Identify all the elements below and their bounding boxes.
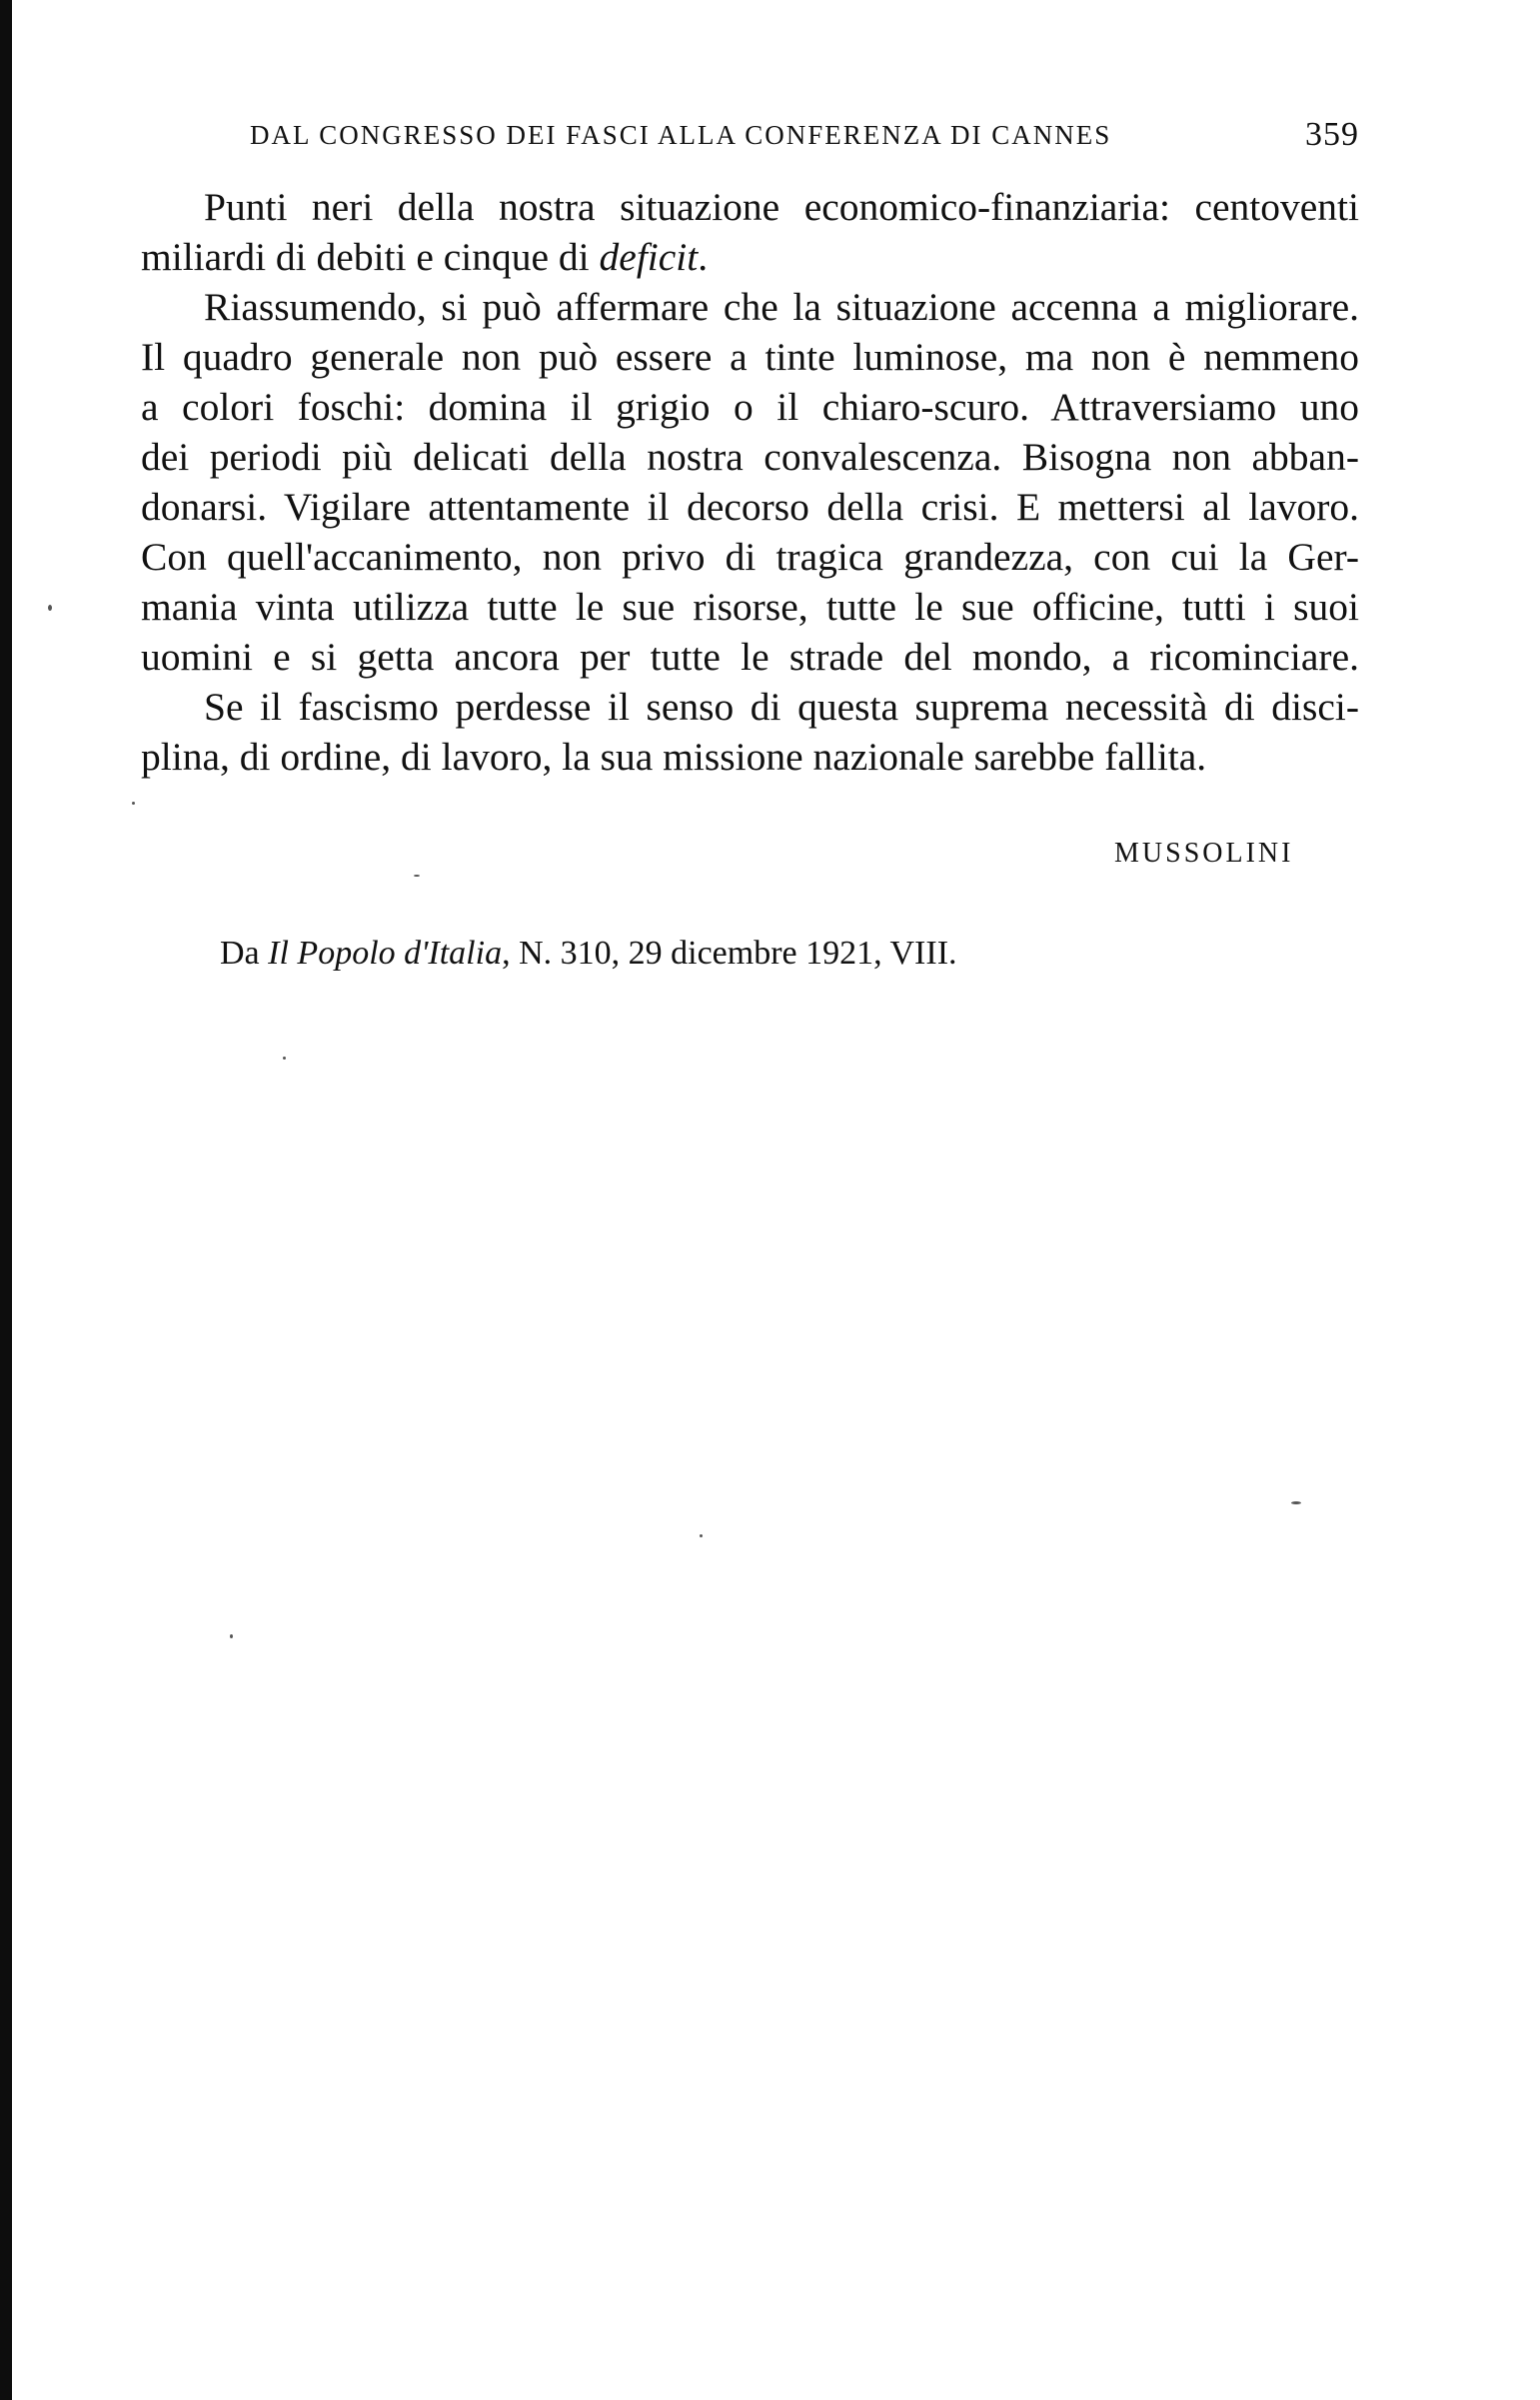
text-fragment: . <box>698 235 709 279</box>
text-line <box>141 232 1359 282</box>
text-line: donarsi. Vigilare attentamente il decorso della crisi. E mettersi al lavoro. <box>141 485 1359 529</box>
text-line: a colori foschi: domina il grigio o il chiaro-scuro. Attraversiamo uno <box>141 385 1359 429</box>
italic-term: deficit <box>599 235 699 279</box>
text-line: Riassumendo, si può affermare che la situazione accenna a migliorare. <box>204 285 1359 329</box>
source-prefix: Da <box>220 935 269 972</box>
text-line: plina, di ordine, di lavoro, la sua missione nazionale sarebbe fallita. <box>141 735 1207 779</box>
text-line: Se il fascismo perdesse il senso di questa suprema necessità di disci- <box>204 685 1359 729</box>
running-title: DAL CONGRESSO DEI FASCI ALLA CONFERENZA DI CANNES <box>250 120 1112 150</box>
text-line: Il quadro generale non può essere a tinte luminose, ma non è nemmeno <box>141 335 1359 379</box>
scan-speck <box>230 1634 233 1638</box>
text-line: Punti neri della nostra situazione economico-finanziaria: centoventi <box>204 185 1359 229</box>
publication-title: Il Popolo d'Italia <box>268 935 503 972</box>
text-line: dei periodi più delicati della nostra convalescenza. Bisogna non abban- <box>141 435 1359 479</box>
source-details: , N. 310, 29 dicembre 1921, VIII. <box>502 935 957 972</box>
scan-speck <box>700 1534 703 1537</box>
text-fragment: miliardi di debiti e cinque di <box>141 235 600 279</box>
scan-speck <box>283 1057 286 1060</box>
page-number: 359 <box>1305 116 1359 153</box>
source-citation <box>220 935 957 973</box>
body-text <box>141 182 1359 782</box>
paragraph-1 <box>141 182 1359 282</box>
scan-speck <box>48 605 52 611</box>
scan-speck <box>132 802 135 805</box>
paragraph-3 <box>141 682 1359 782</box>
scan-speck <box>414 875 420 877</box>
scan-speck <box>1291 1501 1301 1504</box>
page-edge-shadow <box>0 0 12 2400</box>
text-line: uomini e si getta ancora per tutte le strade del mondo, a ricominciare. <box>141 635 1359 679</box>
text-line: Con quell'accanimento, non privo di tragica grandezza, con cui la Ger- <box>141 535 1359 579</box>
author-signature: MUSSOLINI <box>1114 838 1294 869</box>
paragraph-2 <box>141 282 1359 682</box>
text-line: mania vinta utilizza tutte le sue risorse, tutte le sue officine, tutti i suoi <box>141 585 1359 629</box>
running-head <box>250 116 1359 164</box>
